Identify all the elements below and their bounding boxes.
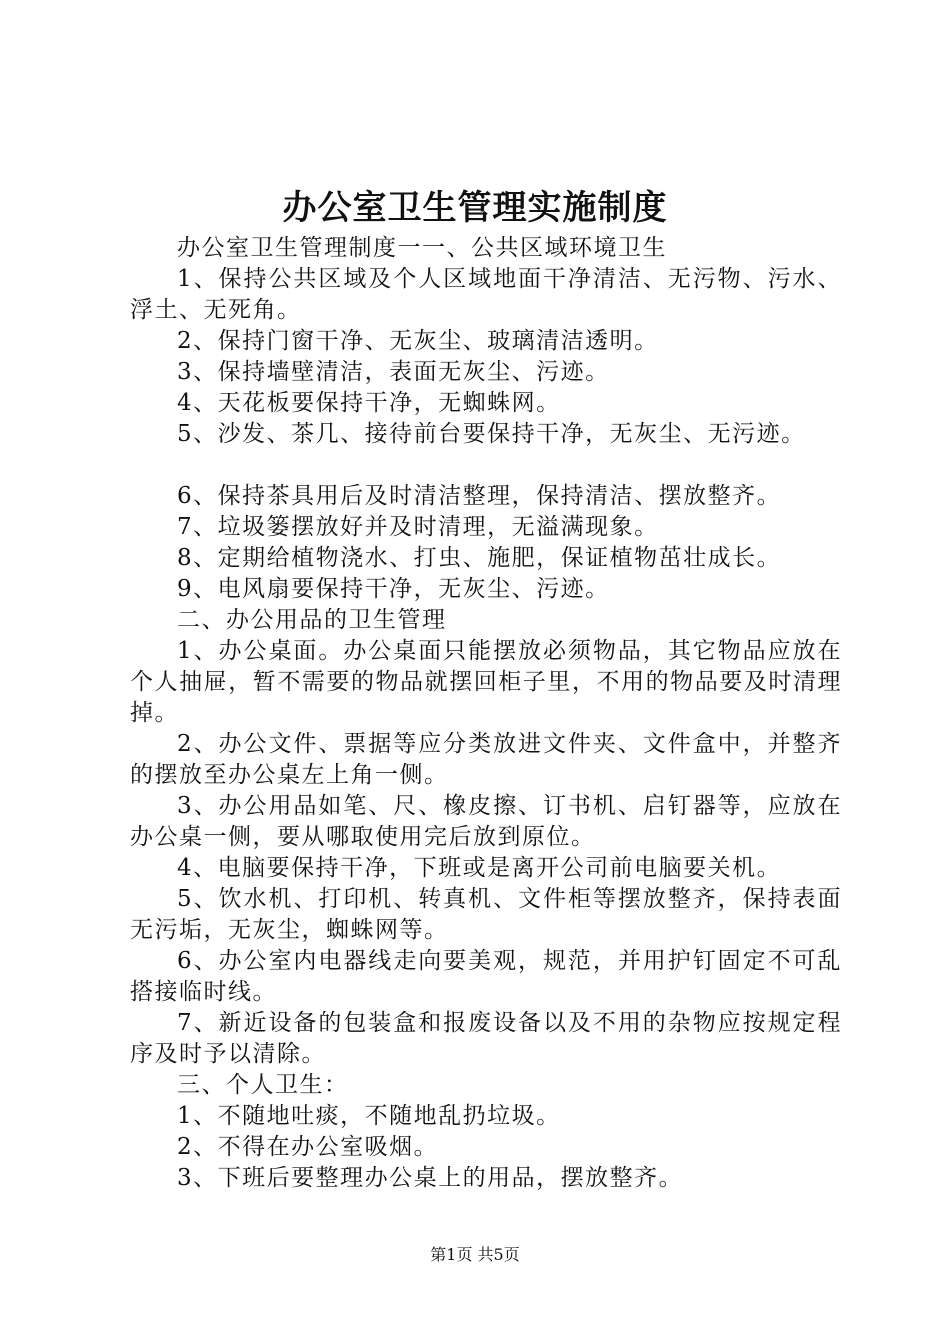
paragraph-3: 3、保持墙壁清洁，表面无灰尘、污迹。 xyxy=(177,359,610,385)
office-item-3: 3、办公用品如笔、尺、橡皮擦、订书机、启钉器等，应放在办公桌一侧，要从哪取使用完后放到原位。 xyxy=(130,793,842,850)
paragraph-4: 4、天花板要保持干净，无蜘蛛网。 xyxy=(177,390,561,416)
office-item-6: 6、办公室内电器线走向要美观，规范，并用护钉固定不可乱搭接临时线。 xyxy=(130,948,842,1005)
personal-item-3: 3、下班后要整理办公桌上的用品，摆放整齐。 xyxy=(177,1165,684,1191)
paragraph-5: 5、沙发、茶几、接待前台要保持干净，无灰尘、无污迹。 xyxy=(177,421,806,447)
blank-line xyxy=(130,450,842,481)
paragraph-8: 8、定期给植物浇水、打虫、施肥，保证植物茁壮成长。 xyxy=(177,545,782,571)
office-item-2: 2、办公文件、票据等应分类放进文件夹、文件盒中，并整齐的摆放至办公桌左上角一侧。 xyxy=(130,731,842,788)
paragraph-7: 7、垃圾篓摆放好并及时清理，无溢满现象。 xyxy=(177,514,659,540)
paragraph-9: 9、电风扇要保持干净，无灰尘、污迹。 xyxy=(177,576,610,602)
intro-line: 办公室卫生管理制度一一、公共区域环境卫生 xyxy=(177,235,667,261)
paragraph-1: 1、保持公共区域及个人区域地面干净清洁、无污物、污水、浮土、无死角。 xyxy=(130,266,842,323)
document-body xyxy=(130,233,842,1194)
page-footer: 第1页 共5页 xyxy=(430,1245,520,1264)
office-item-1: 1、办公桌面。办公桌面只能摆放必须物品，其它物品应放在个人抽屉，暂不需要的物品就摆回柜子里，不用的物品要及时清理掉。 xyxy=(130,638,842,726)
office-item-4: 4、电脑要保持干净，下班或是离开公司前电脑要关机。 xyxy=(177,855,782,881)
personal-item-1: 1、不随地吐痰，不随地乱扔垃圾。 xyxy=(177,1103,561,1129)
section-heading-2: 二、办公用品的卫生管理 xyxy=(177,607,447,633)
paragraph-2: 2、保持门窗干净、无灰尘、玻璃清洁透明。 xyxy=(177,328,659,354)
document-title: 办公室卫生管理实施制度 xyxy=(282,188,668,228)
office-item-7: 7、新近设备的包装盒和报废设备以及不用的杂物应按规定程序及时予以清除。 xyxy=(130,1010,842,1067)
personal-item-2: 2、不得在办公室吸烟。 xyxy=(177,1134,439,1160)
office-item-5: 5、饮水机、打印机、转真机、文件柜等摆放整齐，保持表面无污垢，无灰尘，蜘蛛网等。 xyxy=(130,886,842,943)
section-heading-3: 三、个人卫生： xyxy=(177,1072,349,1098)
paragraph-6: 6、保持茶具用后及时清洁整理，保持清洁、摆放整齐。 xyxy=(177,483,782,509)
